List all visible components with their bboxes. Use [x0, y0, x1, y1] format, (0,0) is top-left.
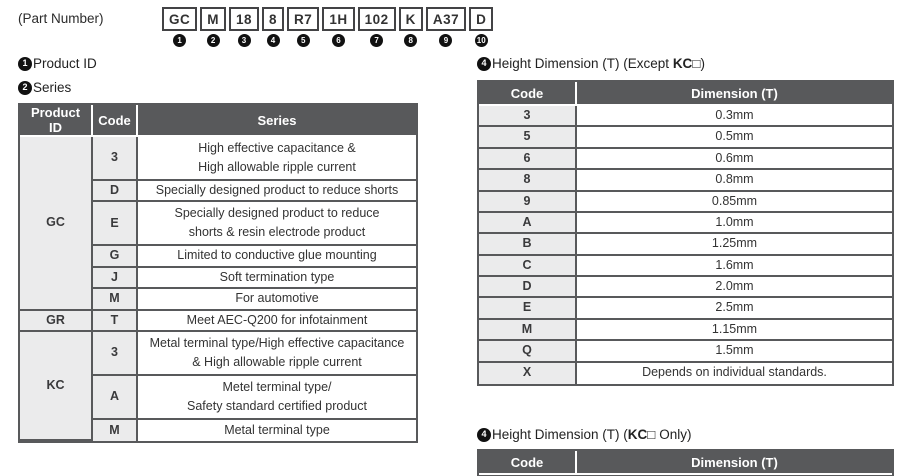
segment-number-badge: 6 — [332, 34, 345, 47]
part-code-box: A37 — [426, 7, 466, 31]
series-cell: Specially designed product to reduce shorts & resin electrode product — [138, 202, 416, 246]
segment-number-badge: 10 — [475, 34, 488, 47]
part-number-segment — [262, 7, 284, 47]
product-id-cell: GC — [20, 137, 93, 311]
series-cell: Metal terminal type — [138, 420, 416, 441]
part-code-box: GC — [162, 7, 197, 31]
code-cell: M — [479, 320, 577, 341]
dimension-cell: 1.25mm — [577, 234, 892, 255]
code-cell: D — [93, 181, 138, 202]
segment-number-badge: 7 — [370, 34, 383, 47]
part-number-segment — [229, 7, 259, 47]
section-title: Series — [33, 80, 72, 95]
dimension-cell: 0.5mm — [577, 127, 892, 148]
code-cell: A — [93, 376, 138, 420]
table-row — [479, 170, 892, 191]
table-row — [479, 277, 892, 298]
table-row — [20, 332, 416, 376]
code-cell: X — [479, 363, 577, 384]
code-cell: 3 — [479, 106, 577, 127]
table-row — [479, 127, 892, 148]
part-code-box: D — [469, 7, 493, 31]
code-cell: M — [93, 289, 138, 310]
series-cell: Metal terminal type/High effective capacitance & High allowable ripple current — [138, 332, 416, 376]
table-row — [479, 234, 892, 255]
part-code-box: R7 — [287, 7, 319, 31]
code-cell: D — [479, 277, 577, 298]
table-row — [479, 256, 892, 277]
code-cell: A — [479, 213, 577, 234]
section-number-badge: 1 — [18, 57, 32, 71]
table-header-row — [479, 451, 892, 475]
dimension-cell: 0.6mm — [577, 149, 892, 170]
table-row — [20, 311, 416, 332]
part-code-box: 18 — [229, 7, 259, 31]
height-dimension-kc-table — [479, 451, 892, 475]
section-heading-product-id — [18, 56, 97, 71]
series-cell: Soft termination type — [138, 268, 416, 289]
table-row — [20, 137, 416, 181]
section-heading-height-except-kc — [477, 56, 705, 71]
code-cell: 5 — [479, 127, 577, 148]
code-cell: M — [93, 420, 138, 441]
table-row — [479, 298, 892, 319]
code-cell: J — [93, 268, 138, 289]
part-number-segment — [200, 7, 226, 47]
table-row — [479, 213, 892, 234]
section-title: Product ID — [33, 56, 97, 71]
part-code-box: K — [399, 7, 423, 31]
segment-number-badge: 9 — [439, 34, 452, 47]
code-cell: E — [479, 298, 577, 319]
table-row — [479, 192, 892, 213]
series-cell: Limited to conductive glue mounting — [138, 246, 416, 267]
table-row — [479, 149, 892, 170]
code-cell: 3 — [93, 332, 138, 376]
part-number-segment — [399, 7, 423, 47]
series-cell: Specially designed product to reduce shorts — [138, 181, 416, 202]
section-title: Height Dimension (T) (KC□ Only) — [492, 427, 692, 442]
code-cell: E — [93, 202, 138, 246]
code-cell: 6 — [479, 149, 577, 170]
product-id-cell: KC — [20, 332, 93, 441]
part-number-segment — [287, 7, 319, 47]
part-number-label: (Part Number) — [18, 11, 104, 26]
segment-number-badge: 2 — [207, 34, 220, 47]
header-dimension: Dimension (T) — [577, 451, 892, 475]
series-table — [20, 105, 416, 441]
header-product-id: Product ID — [20, 105, 93, 137]
segment-number-badge: 8 — [404, 34, 417, 47]
section-number-badge: 2 — [18, 81, 32, 95]
table-header-row — [479, 82, 892, 106]
height-dimension-kc-table-container — [477, 449, 894, 476]
part-code-box: 102 — [358, 7, 396, 31]
section-title: Height Dimension (T) (Except KC□) — [492, 56, 705, 71]
code-cell: B — [479, 234, 577, 255]
code-cell: 9 — [479, 192, 577, 213]
part-number-breakdown — [162, 7, 493, 47]
part-number-segment — [322, 7, 354, 47]
part-code-box: 8 — [262, 7, 284, 31]
part-number-segment — [469, 7, 493, 47]
header-dimension: Dimension (T) — [577, 82, 892, 106]
part-code-box: 1H — [322, 7, 354, 31]
series-cell: Meet AEC-Q200 for infotainment — [138, 311, 416, 332]
part-number-segment — [426, 7, 466, 47]
dimension-cell: 1.6mm — [577, 256, 892, 277]
section-number-badge: 4 — [477, 428, 491, 442]
part-number-segment — [162, 7, 197, 47]
code-cell: Q — [479, 341, 577, 362]
dimension-cell: 2.5mm — [577, 298, 892, 319]
part-number-segment — [358, 7, 396, 47]
header-series: Series — [138, 105, 416, 137]
section-number-badge: 4 — [477, 57, 491, 71]
dimension-cell: 0.8mm — [577, 170, 892, 191]
code-cell: C — [479, 256, 577, 277]
table-row — [479, 320, 892, 341]
series-table-container — [18, 103, 418, 443]
table-row — [479, 341, 892, 362]
product-id-cell: GR — [20, 311, 93, 332]
code-cell: T — [93, 311, 138, 332]
dimension-cell: 1.15mm — [577, 320, 892, 341]
series-cell: For automotive — [138, 289, 416, 310]
segment-number-badge: 5 — [297, 34, 310, 47]
table-header-row — [20, 105, 416, 137]
code-cell: 8 — [479, 170, 577, 191]
segment-number-badge: 4 — [267, 34, 280, 47]
header-code: Code — [479, 451, 577, 475]
series-cell: Metel terminal type/ Safety standard certified product — [138, 376, 416, 420]
series-cell: High effective capacitance & High allowable ripple current — [138, 137, 416, 181]
dimension-cell: 2.0mm — [577, 277, 892, 298]
height-dimension-table-container — [477, 80, 894, 386]
section-heading-height-kc-only — [477, 427, 691, 442]
dimension-cell: 1.0mm — [577, 213, 892, 234]
section-heading-series — [18, 80, 71, 95]
table-row — [479, 363, 892, 384]
dimension-cell: Depends on individual standards. — [577, 363, 892, 384]
height-dimension-table — [479, 82, 892, 384]
part-code-box: M — [200, 7, 226, 31]
code-cell: G — [93, 246, 138, 267]
header-code: Code — [479, 82, 577, 106]
code-cell: 3 — [93, 137, 138, 181]
dimension-cell: 0.3mm — [577, 106, 892, 127]
dimension-cell: 1.5mm — [577, 341, 892, 362]
table-row — [479, 106, 892, 127]
segment-number-badge: 1 — [173, 34, 186, 47]
segment-number-badge: 3 — [238, 34, 251, 47]
dimension-cell: 0.85mm — [577, 192, 892, 213]
header-code: Code — [93, 105, 138, 137]
